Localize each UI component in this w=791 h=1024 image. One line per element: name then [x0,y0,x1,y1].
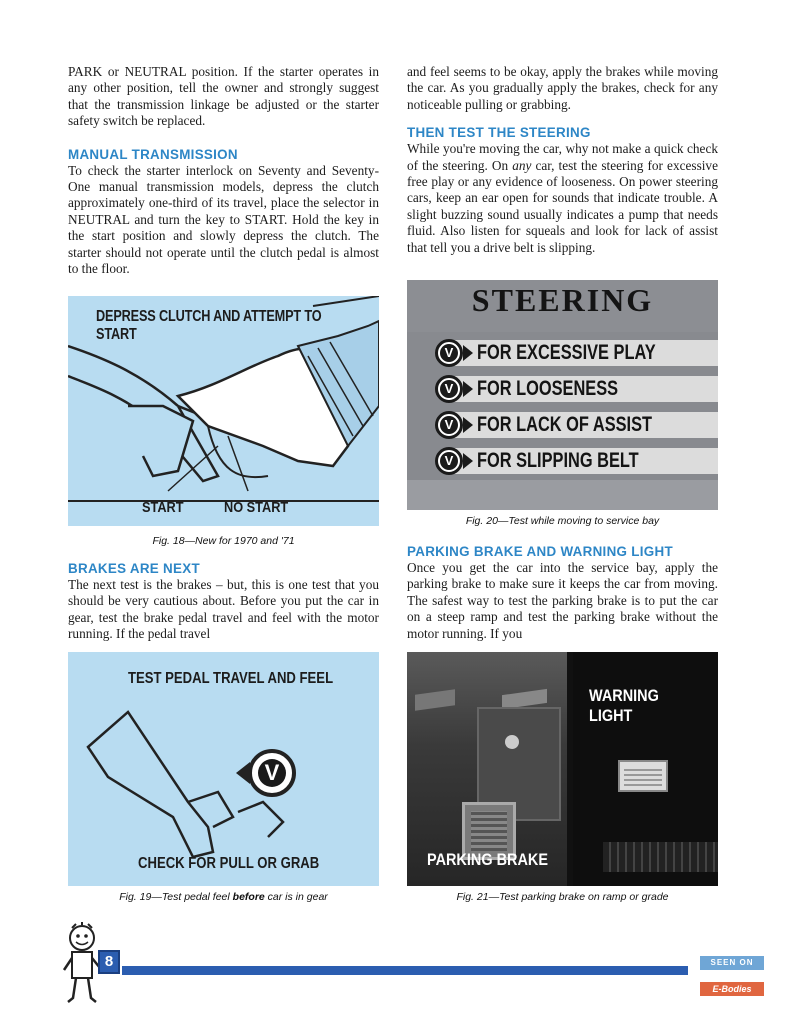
parking-paragraph: Once you get the car into the service bay, apply the parking brake to make sure it keeps the car from moving. The safest way to test the parking brake is to put the car on a steep ramp and test the parking brake without the motor running. If you [407,560,718,641]
check-v-icon: V [435,375,463,403]
check-v-icon: V [435,447,463,475]
watermark-badge [700,956,764,1000]
steering-emphasis: any [512,157,532,173]
fig19-caption-bold: before [232,891,265,903]
check-v-icon: V [435,339,463,367]
fig19-bottom-label: CHECK FOR PULL OR GRAB [138,855,320,872]
fig19-caption-pre: Fig. 19—Test pedal feel [119,891,233,903]
steering-checklist-row [407,371,718,407]
parking-heading: PARKING BRAKE AND WARNING LIGHT [407,544,673,559]
left-column [68,64,379,277]
fig19-caption [68,891,379,903]
steering-checklist-row [407,335,718,371]
page-number: 8 [104,953,114,970]
right-intro-paragraph: and feel seems to be okay, apply the brakes while moving the car. As you gradually apply the brakes, check for any noticeable pulling or grabbing. [407,64,718,112]
badge-arrow-icon [463,381,473,397]
fig20-illustration [407,280,718,510]
manual-transmission-heading: MANUAL TRANSMISSION [68,146,238,162]
badge-arrow-icon [236,762,250,784]
parking-section [407,544,718,642]
watermark-seen-on: SEEN ON [700,956,764,970]
fig18-label-start: START [142,499,184,516]
steering-checklist-row [407,407,718,443]
brakes-paragraph: The next test is the brakes – but, this is one test that you should be very cautious about. Before you put the car in gear, test the brake pedal travel and feel with the motor running. If the pedal travel [68,577,379,642]
brakes-section [68,561,379,643]
check-badge-icon: V [248,749,296,797]
steering-checklist-label: FOR SLIPPING BELT [477,449,639,472]
steering-heading: THEN TEST THE STEERING [407,125,591,141]
fig18-illustration [68,296,379,526]
badge-arrow-icon [463,345,473,361]
steering-checklist-label: FOR EXCESSIVE PLAY [477,341,656,364]
steering-checklist-label: FOR LACK OF ASSIST [477,413,653,436]
fig20-caption: Fig. 20—Test while moving to service bay [465,515,660,527]
steering-checklist [407,335,718,479]
warning-lamp [618,760,668,792]
fig20-title: STEERING [471,282,654,318]
fig21-brake-label: PARKING BRAKE [427,850,548,869]
fig21-warning-label: WARNING LIGHT [589,686,659,725]
steering-checklist-label: FOR LOOSENESS [477,377,619,400]
badge-arrow-icon [463,453,473,469]
fig18-title: DEPRESS CLUTCH AND ATTEMPT TO START [96,308,322,343]
watermark-site: E-Bodies [700,982,764,996]
brakes-heading: BRAKES ARE NEXT [68,561,200,576]
right-column [407,64,718,256]
fig21-photo [407,652,718,886]
fig19-illustration [68,652,379,886]
steering-checklist-row [407,443,718,479]
check-v-icon: V [435,411,463,439]
badge-arrow-icon [463,417,473,433]
page-number-box [98,950,120,974]
fig19-title: TEST PEDAL TRAVEL AND FEEL [128,670,334,687]
fig19-caption-post: car is in gear [264,891,328,903]
fig18-label-no-start: NO START [224,499,289,516]
steering-paragraph: While you're moving the car, why not make a quick check of the steering. On any car, test the steering for excessive free play or any evidence of looseness. On power steering cars, keep an ear open for sounds that indicate trouble. A slight buzzing sound usually indicates a pump that needs fluid. Also listen for squeals and look for lack of assist that tell you a drive belt is slipping. [407,141,718,255]
fig18-caption: Fig. 18—New for 1970 and '71 [152,535,295,547]
left-intro-paragraph: PARK or NEUTRAL position. If the starter operates in any other position, tell the owner and strongly suggest that the transmission linkage be adjusted or the starter safety switch be replaced. [68,64,379,129]
fig21-caption: Fig. 21—Test parking brake on ramp or grade [456,891,669,903]
footer-rule [122,966,688,975]
manual-transmission-paragraph: To check the starter interlock on Seventy and Seventy-One manual transmission models, depress the clutch approximately one-third of its travel, place the selector in NEUTRAL and turn the key to START. Hold the key in the start position and slowly depress the clutch. The starter should not operate until the clutch pedal is almost to the floor. [68,162,379,277]
